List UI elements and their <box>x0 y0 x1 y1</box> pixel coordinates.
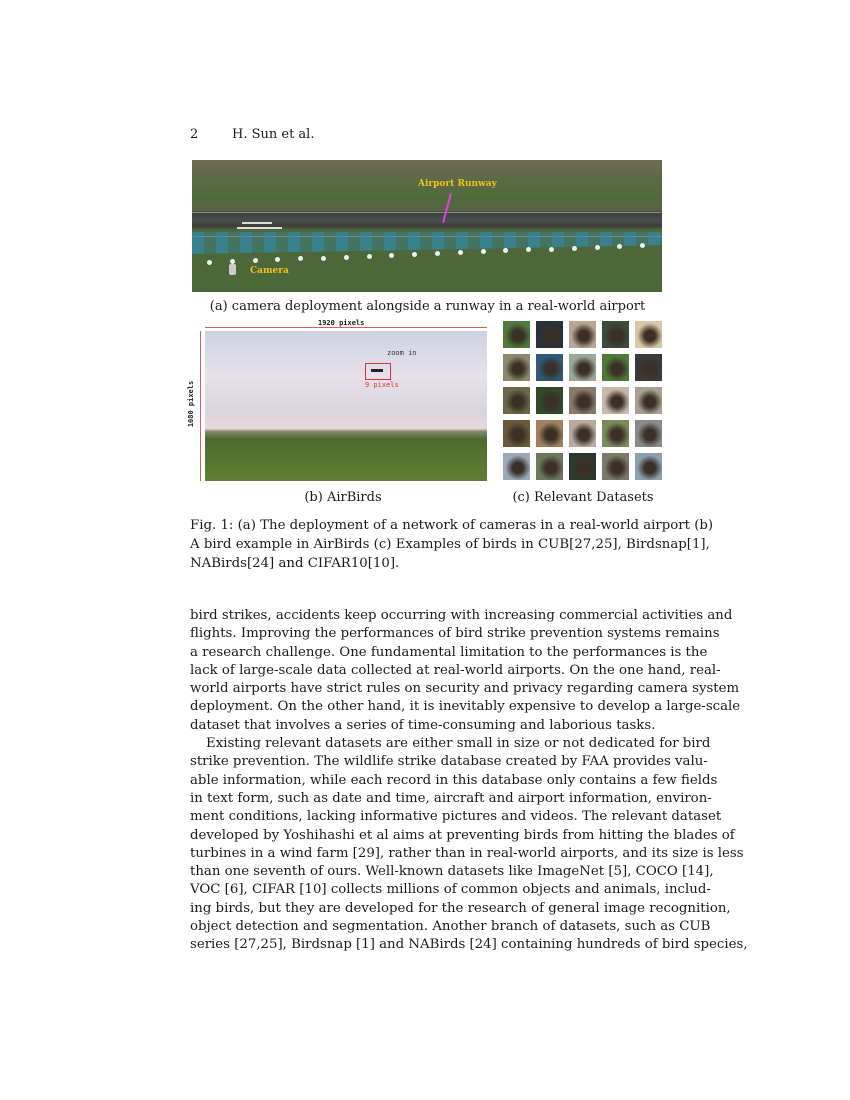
camera-dot <box>458 250 463 255</box>
bird-thumbnail <box>536 321 563 348</box>
camera-dot <box>207 260 212 265</box>
camera-dot <box>526 247 531 252</box>
bird-thumbnail <box>569 321 596 348</box>
camera-dot <box>481 249 486 254</box>
camera-dot <box>367 254 372 259</box>
bird-size-label: 9 pixels <box>365 381 399 389</box>
text-line: lack of large-scale data collected at real-world airports. On the one hand, real- <box>190 662 721 678</box>
text-line: flights. Improving the performances of bird strike prevention systems remains <box>190 626 720 642</box>
text-line: ing birds, but they are developed for the research of general image recognition, <box>190 900 731 916</box>
text-line: series [27,25], Birdsnap [1] and NABirds [24] containing hundreds of bird species, <box>190 937 748 953</box>
bird-thumbnail <box>569 354 596 381</box>
zoom-label: zoom in <box>387 349 417 357</box>
camera-dot <box>230 259 235 264</box>
text-line: than one seventh of ours. Well-known datasets like ImageNet [5], COCO [14], <box>190 864 714 880</box>
bird-thumbnail <box>602 354 629 381</box>
caption-b: (b) AirBirds <box>304 490 382 505</box>
text-line: a research challenge. One fundamental limitation to the performances is the <box>190 644 708 660</box>
running-header: H. Sun et al. <box>232 127 315 142</box>
text-line: ment conditions, lacking informative pictures and videos. The relevant dataset <box>190 809 722 825</box>
camera-dot <box>344 255 349 260</box>
text-line: object detection and segmentation. Another branch of datasets, such as CUB <box>190 919 711 935</box>
camera-dot <box>595 245 600 250</box>
camera-icon <box>229 264 236 275</box>
camera-dot <box>298 256 303 261</box>
body-text <box>190 607 748 955</box>
bird-thumbnail <box>635 354 662 381</box>
caption-c: (c) Relevant Datasets <box>512 490 654 505</box>
bird-thumbnail <box>602 387 629 414</box>
text-line: in text form, such as date and time, aircraft and airport information, environ- <box>190 790 712 806</box>
bird-thumbnail <box>536 387 563 414</box>
camera-dot <box>412 252 417 257</box>
text-line: Existing relevant datasets are either small in size or not dedicated for bird <box>206 736 711 752</box>
bird-thumbnail <box>503 387 530 414</box>
bird-thumbnail <box>602 420 629 447</box>
text-line: world airports have strict rules on security and privacy regarding camera system <box>190 681 740 697</box>
text-line: deployment. On the other hand, it is inevitably expensive to develop a large-scale <box>190 699 741 715</box>
caption-line: NABirds[24] and CIFAR10[10]. <box>190 556 400 571</box>
bird-thumbnail <box>635 387 662 414</box>
bird-thumbnail <box>569 387 596 414</box>
bird-thumbnail <box>569 453 596 480</box>
text-line: VOC [6], CIFAR [10] collects millions of common objects and animals, includ- <box>190 882 711 898</box>
text-line: dataset that involves a series of time-consuming and laborious tasks. <box>190 717 656 733</box>
camera-dot <box>572 246 577 251</box>
camera-dot <box>275 257 280 262</box>
arrow-icon <box>442 193 452 222</box>
runway-label: Airport Runway <box>418 179 497 189</box>
camera-label: Camera <box>250 266 289 276</box>
bird-thumbnail <box>635 420 662 447</box>
camera-dot <box>503 248 508 253</box>
text-line: able information, while each record in this database only contains a few fields <box>190 772 718 788</box>
bird-thumbnail <box>602 453 629 480</box>
caption-line: A bird example in AirBirds (c) Examples of birds in CUB[27,25], Birdsnap[1], <box>190 537 710 552</box>
text-line: developed by Yoshihashi et al aims at preventing birds from hitting the blades of <box>190 827 735 843</box>
bird-thumbnail <box>602 321 629 348</box>
camera-dot <box>253 258 258 263</box>
bird-thumbnail <box>503 453 530 480</box>
bird-thumbnail <box>503 321 530 348</box>
width-label: 1920 pixels <box>318 319 365 327</box>
text-line: strike prevention. The wildlife strike database created by FAA provides valu- <box>190 754 708 770</box>
camera-dot <box>435 251 440 256</box>
bird-thumbnail <box>569 420 596 447</box>
bird-thumbnail <box>635 453 662 480</box>
bird-thumbnail <box>536 420 563 447</box>
bird-thumbnail <box>536 453 563 480</box>
figure-airbirds-example <box>205 331 487 481</box>
bird-thumbnail <box>536 354 563 381</box>
figure-caption <box>190 516 714 573</box>
text-line: bird strikes, accidents keep occurring with increasing commercial activities and <box>190 608 733 623</box>
text-line: turbines in a wind farm [29], rather than in real-world airports, and its size is less <box>190 845 744 861</box>
caption-a: (a) camera deployment alongside a runway in a real-world airport <box>209 299 646 314</box>
bird-thumbnail <box>503 420 530 447</box>
camera-dot <box>321 256 326 261</box>
camera-dot <box>549 247 554 252</box>
camera-dot <box>640 243 645 248</box>
figure-airport-aerial <box>192 160 662 292</box>
bird-thumbnail <box>503 354 530 381</box>
camera-dot <box>389 253 394 258</box>
caption-line: Fig. 1: (a) The deployment of a network of cameras in a real-world airport (b) <box>190 518 714 533</box>
bird-icon <box>371 369 383 372</box>
height-label: 1080 pixels <box>187 380 196 428</box>
camera-dot <box>617 244 622 249</box>
bird-thumbnail <box>635 321 662 348</box>
page-number: 2 <box>190 127 199 142</box>
figure-dataset-grid <box>503 321 662 480</box>
